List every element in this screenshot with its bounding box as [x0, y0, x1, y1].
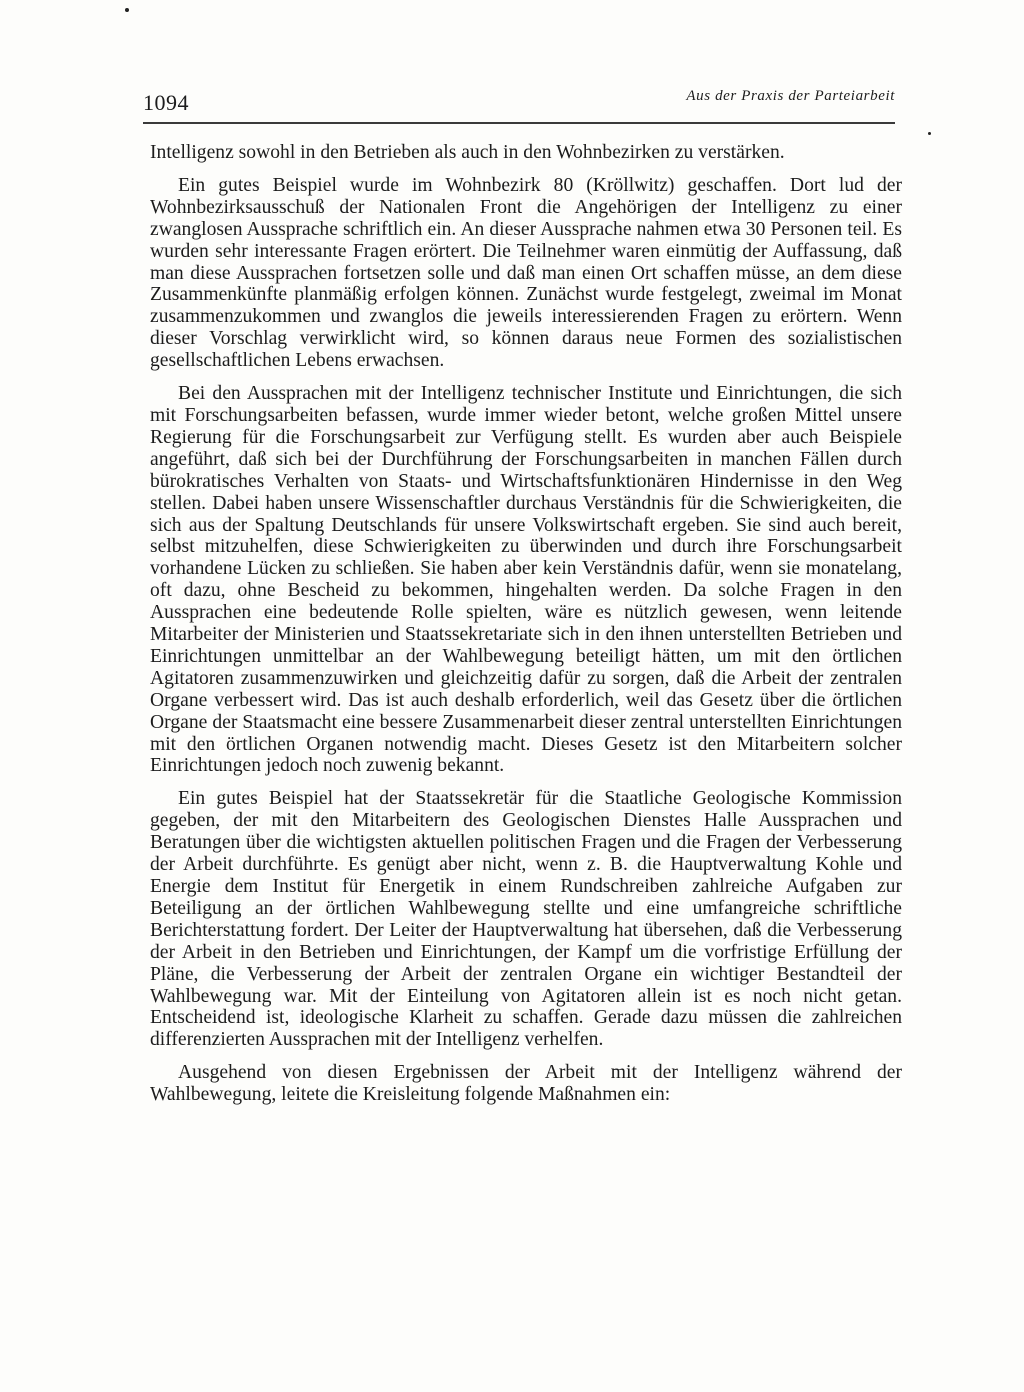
page-header [143, 86, 895, 124]
page-number: 1094 [143, 90, 189, 115]
paragraph-technical-institutes: Bei den Aussprachen mit der Intelligenz technischer Institute und Einrichtungen, die sich mit Forschungsarbeiten befassen, wurde immer wieder betont, welche großen Mittel unsere Regierung für die Forschungsarbeit zur Verfügung stellt. Es wurden aber auch Beispiele angeführt, daß sich bei der Durchführung der Forschungsarbeiten in manchen Fällen durch bürokratisches Verhalten von Staats- und Wirtschaftsfunktionären Hindernisse in den Weg stellen. Dabei haben unsere Wissenschaftler durchaus Verständnis für die Schwierigkeiten, die sich aus der Spaltung Deutschlands für unsere Volkswirtschaft ergeben. Sie sind auch bereit, selbst mitzuhelfen, diese Schwierigkeiten zu überwinden und durch ihre Forschungsarbeit vorhandene Lücken zu schließen. Sie haben aber kein Verständnis dafür, wenn sie monatelang, oft dazu, ohne Bescheid zu bekommen, hingehalten werden. Da solche Fragen in den Aussprachen eine bedeutende Rolle spielten, wäre es nützlich gewesen, wenn leitende Mitarbeiter der Ministerien und Staatssekretariate sich in den ihnen unterstellten Betrieben und Einrichtungen unmittelbar an der Wahlbewegung beteiligt hätten, um mit den örtlichen Agitatoren zusammenzuwirken und gleichzeitig dafür zu sorgen, daß die Arbeit der zentralen Organe verbessert wird. Das ist auch deshalb erforderlich, weil das Gesetz über die örtlichen Organe der Staatsmacht eine bessere Zusammenarbeit dieser zentral unterstellten Einrichtungen mit den örtlichen Organen notwendig macht. Dieses Gesetz ist den Mitarbeitern solcher Einrichtungen jedoch noch zuwenig bekannt. [150, 383, 902, 777]
paragraph-kroellwitz-example: Ein gutes Beispiel wurde im Wohnbezirk 80 (Kröllwitz) geschaffen. Dort lud der Wohnbezirksausschuß der Nationalen Front die Angehörigen der Intelligenz zu einer zwanglosen Aussprache schriftlich ein. An dieser Aussprache nahmen etwa 30 Personen teil. Es wurden sehr interessante Fragen erörtert. Die Teilnehmer waren einmütig der Auffassung, daß man diese Aussprachen fortsetzen solle und daß man einen Ort schaffen müsse, an dem diese Zusammenkünfte planmäßig erfolgen können. Zunächst wurde festgelegt, zweimal im Monat zusammenzukommen und zwanglos die jeweils interessierenden Fragen zu erörtern. Wenn dieser Vorschlag verwirklicht wird, so können daraus neue Formen des sozialistischen gesellschaftlichen Lebens erwachsen. [150, 174, 902, 372]
paragraph-geological-commission: Ein gutes Beispiel hat der Staatssekretär für die Staatliche Geologische Kommission gegeben, der mit den Mitarbeitern des Geologischen Dienstes Halle Aussprachen und Beratungen über die wichtigsten aktuellen politischen Fragen und die Fragen der Verbesserung der Arbeit durchführte. Es genügt aber nicht, wenn z. B. die Hauptverwaltung Kohle und Energie dem Institut für Energetik in einem Rundschreiben zahlreiche Aufgaben zur Beteiligung an der örtlichen Wahlbewegung stellte und eine umfangreiche schriftliche Berichterstattung fordert. Der Leiter der Hauptverwaltung hat übersehen, daß die Verbesserung der Arbeit in den Betrieben und Einrichtungen, der Kampf um die vorfristige Erfüllung der Pläne, die Verbesserung der Arbeit der zentralen Organe ein wichtiger Bestandteil der Wahlbewegung war. Mit der Einteilung von Agitatoren allein ist es noch nicht getan. Entscheidend ist, ideologische Klarheit zu schaffen. Gerade dazu müssen die zahlreichen differenzierten Aussprachen mit der Intelligenz verhelfen. [150, 788, 902, 1051]
body-text [150, 142, 902, 1106]
paragraph-continuation: Intelligenz sowohl in den Betrieben als auch in den Wohnbezirken zu verstärken. [150, 142, 785, 163]
paragraph-measures-intro: Ausgehend von diesen Ergebnissen der Arbeit mit der Intelligenz während der Wahlbewegung, leitete die Kreisleitung folgende Maßnahmen ein: [150, 1062, 902, 1106]
running-head: Aus der Praxis der Parteiarbeit [686, 88, 895, 104]
print-speck [928, 132, 931, 135]
print-speck [125, 8, 129, 12]
